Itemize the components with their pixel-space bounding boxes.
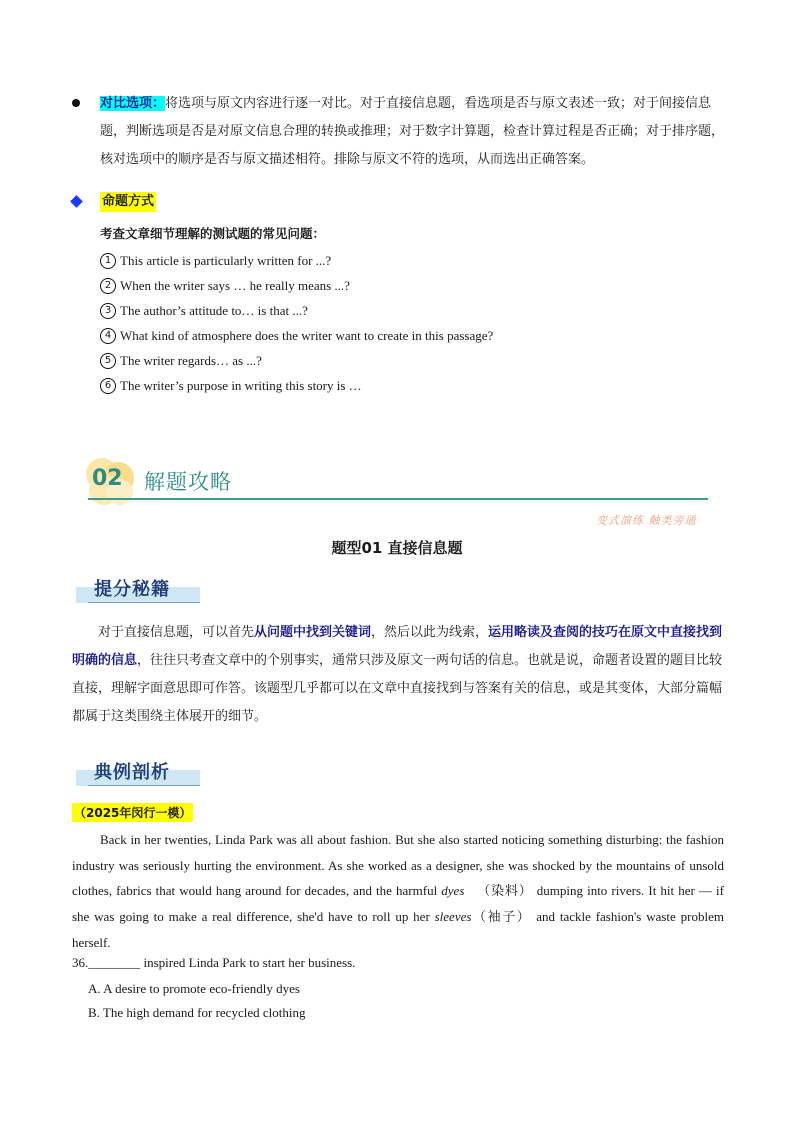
list-item xyxy=(100,373,493,398)
example-label-text: 典例剖析 xyxy=(94,762,170,783)
label-underline xyxy=(88,785,200,786)
tips-text-3: ，往往只考查文章中的个别事实，通常只涉及原文一两句话的信息。也就是说，命题者设置的题目比较直接，理解字面意思即可作答。该题型几乎都可以在文章中直接找到与答案有关的信息，或是其变体，大部分篇幅都属于这类围绕主体展开的细节。 xyxy=(72,653,723,724)
bullet-paragraph xyxy=(100,90,728,174)
section-header-title: 解题攻略 xyxy=(144,470,232,494)
passage-text-1: Back in her twenties, Linda Park was all about fashion. But she also started noticing something disturbing: the fashion industry was seriously hurting the environment. As she worked as a designer, she was shocked by the mountains of unsold clothes, fabrics that would hang around for decades, and the harmful xyxy=(72,832,724,898)
header-divider xyxy=(88,498,708,500)
list-item xyxy=(100,248,493,273)
reading-passage xyxy=(72,827,724,956)
passage-text-2: dumping into rivers. It hit her — if she was going to make a real difference, she'd have to roll up her xyxy=(72,883,724,924)
tips-text-2: ，然后以此为线索， xyxy=(371,625,489,640)
tips-bold-1: 从问题中找到关键词 xyxy=(254,625,372,640)
vocab-sleeves-gloss: （袖子） xyxy=(471,910,532,925)
question-36: 36.________ inspired Linda Park to start her business. xyxy=(72,955,356,970)
question-type-title: 题型01 直接信息题 xyxy=(331,539,463,557)
circled-number: 2 xyxy=(100,278,116,294)
tips-label-text: 提分秘籍 xyxy=(94,579,170,600)
circled-number: 1 xyxy=(100,253,116,269)
vocab-dyes-gloss: （染料） xyxy=(476,884,533,899)
question-text: The writer’s purpose in writing this story is … xyxy=(120,378,362,393)
example-label xyxy=(76,758,206,788)
list-item xyxy=(100,323,493,348)
tips-text-1: 对于直接信息题，可以首先 xyxy=(98,625,255,640)
list-item xyxy=(100,298,493,323)
vocab-sleeves: sleeves xyxy=(434,909,472,924)
header-tagline: 变式演练 触类旁通 xyxy=(596,514,697,527)
section-number: 02 xyxy=(92,466,123,491)
label-underline xyxy=(88,602,200,603)
bullet-dot xyxy=(72,99,80,107)
tips-bold-2: 运用略读及查阅的技巧在原文中直接找到明确的信息 xyxy=(72,625,723,668)
source-tag: （2025年闵行一模） xyxy=(72,803,193,822)
highlight-label: 对比选项： xyxy=(100,96,166,111)
passage-text-3: and tackle fashion's waste problem herself. xyxy=(72,909,724,950)
tips-label xyxy=(76,575,206,605)
circled-number: 6 xyxy=(100,378,116,394)
option-a: A. A desire to promote eco-friendly dyes xyxy=(88,981,300,996)
list-item xyxy=(100,348,493,373)
section-title: 命题方式 xyxy=(100,192,156,212)
question-text: This article is particularly written for ...? xyxy=(120,253,332,268)
circled-number: 5 xyxy=(100,353,116,369)
vocab-dyes: dyes xyxy=(441,883,465,898)
circled-number: 3 xyxy=(100,303,116,319)
diamond-icon xyxy=(70,195,83,208)
question-text: The author’s attitude to… is that ...? xyxy=(120,303,308,318)
bullet-text: 将选项与原文内容进行逐一对比。对于直接信息题，看选项是否与原文表述一致；对于间接信息题，判断选项是否是对原文信息合理的转换或推理；对于数字计算题，检查计算过程是否正确；对于排序题，核对选项中的顺序是否与原文描述相符。排除与原文不符的选项，从而选出正确答案。 xyxy=(100,96,725,167)
question-list xyxy=(100,248,493,398)
circled-number: 4 xyxy=(100,328,116,344)
list-item xyxy=(100,273,493,298)
section-intro: 考查文章细节理解的测试题的常见问题： xyxy=(100,226,326,241)
question-text: The writer regards… as ...? xyxy=(120,353,262,368)
option-b: B. The high demand for recycled clothing xyxy=(88,1005,306,1020)
question-text: When the writer says … he really means ...? xyxy=(120,278,350,293)
tips-paragraph xyxy=(72,619,724,731)
question-text: What kind of atmosphere does the writer want to create in this passage? xyxy=(120,328,494,343)
